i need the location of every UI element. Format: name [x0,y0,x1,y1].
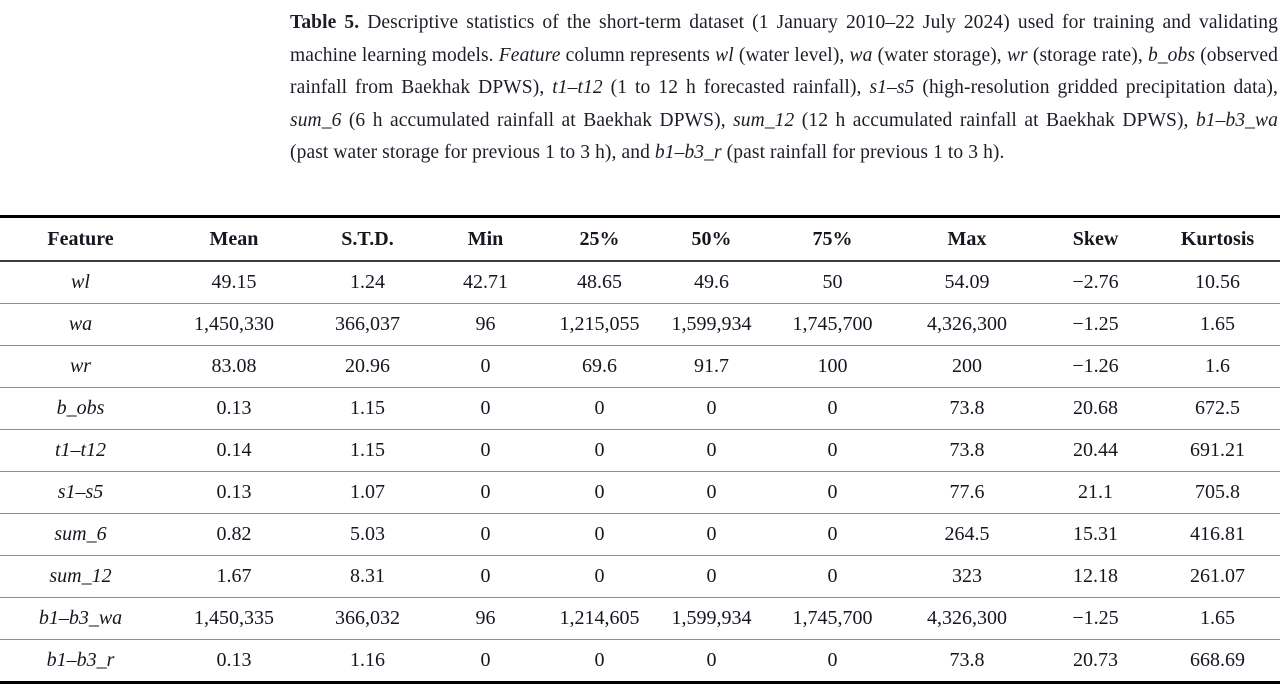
column-header: 75% [767,217,898,262]
value-cell: 691.21 [1155,430,1280,472]
feature-cell: b1–b3_wa [0,598,161,640]
value-cell: 15.31 [1036,514,1155,556]
value-cell: −1.25 [1036,598,1155,640]
value-cell: 0 [428,430,543,472]
value-cell: 0.13 [161,388,307,430]
value-cell: 1.24 [307,261,428,304]
feature-cell: s1–s5 [0,472,161,514]
table-row [0,556,1280,598]
value-cell: 672.5 [1155,388,1280,430]
caption-segment: (1 to 12 h forecasted rainfall), [602,77,870,99]
header-row [0,217,1280,262]
value-cell: 1.16 [350,649,385,671]
value-cell: 668.69 [1190,649,1245,671]
table-row [0,640,1280,683]
value-cell: 1,215,055 [543,304,656,346]
table-row [0,304,1280,346]
value-cell: 0 [827,649,838,671]
table-row [0,472,1280,514]
caption-segment: b_obs [1147,44,1196,66]
column-header: Mean [161,217,307,262]
value-cell: 96 [428,304,543,346]
column-header: Skew [1036,217,1155,262]
value-cell: 0.82 [161,514,307,556]
value-cell: 0 [543,472,656,514]
caption-segment: (water level), [733,44,850,66]
value-cell: 0 [706,649,717,671]
value-cell: 100 [767,346,898,388]
descriptive-statistics-table [0,215,1280,684]
value-cell: 0 [543,514,656,556]
value-cell: 20.73 [1073,649,1118,671]
caption-segment: Descriptive statistics of the short-term dataset (1 January 2010–22 July 2024) used for training and validating machine learning models. [290,12,1278,66]
caption-segment: s1–s5 [869,77,915,99]
value-cell: 1.15 [307,430,428,472]
feature-cell: sum_12 [0,556,161,598]
value-cell: 200 [898,346,1036,388]
value-cell: 416.81 [1155,514,1280,556]
value-cell: 0 [656,556,767,598]
value-cell: 0 [543,556,656,598]
value-cell: 1.67 [161,556,307,598]
value-cell: 1.15 [307,388,428,430]
value-cell: 73.8 [898,388,1036,430]
caption-segment: sum_12 [733,109,795,131]
value-cell: 264.5 [898,514,1036,556]
caption-segment: (12 h accumulated rainfall at Baekhak DPWS), [794,109,1196,131]
feature-cell: wl [0,261,161,304]
value-cell: 0.13 [216,649,252,671]
value-cell: 21.1 [1036,472,1155,514]
caption-segment: (high-resolution gridded precipitation data), [914,77,1278,99]
value-cell: 0 [767,556,898,598]
caption-segment: wl [715,44,734,66]
value-cell: 1.6 [1155,346,1280,388]
value-cell: 0.13 [161,472,307,514]
value-cell: 20.68 [1036,388,1155,430]
column-header: 25% [543,217,656,262]
value-cell: 1,599,934 [656,598,767,640]
value-cell: 1.07 [307,472,428,514]
caption-segment: wa [849,44,873,66]
caption-segment: b1–b3_wa [1195,109,1278,131]
column-header: Max [898,217,1036,262]
table-header [0,217,1280,262]
caption-segment: Table 5. [290,12,368,33]
value-cell: 1.65 [1155,598,1280,640]
value-cell: 54.09 [898,261,1036,304]
value-cell: 73.8 [898,430,1036,472]
value-cell: 1.65 [1155,304,1280,346]
table-row [0,514,1280,556]
caption-segment: wr [1006,44,1028,66]
caption-segment: (storage rate), [1027,44,1148,66]
feature-cell: b_obs [0,388,161,430]
column-header: Feature [0,217,161,262]
value-cell: 96 [428,598,543,640]
table-caption [290,7,1278,170]
value-cell: 49.6 [656,261,767,304]
table-row [0,261,1280,304]
column-header: 50% [656,217,767,262]
caption-segment: (observed rainfall from Baekhak DPWS), [290,44,1278,99]
value-cell: 0 [767,430,898,472]
value-cell: 73.8 [949,649,985,671]
value-cell: 0 [480,649,491,671]
value-cell: 366,037 [307,304,428,346]
value-cell: 1,599,934 [656,304,767,346]
column-header: Kurtosis [1155,217,1280,262]
feature-cell: wr [0,346,161,388]
feature-cell: t1–t12 [0,430,161,472]
table-row [0,430,1280,472]
caption-segment: (water storage), [872,44,1007,66]
value-cell: 0 [656,472,767,514]
caption-segment: column represents [560,44,716,66]
value-cell: 12.18 [1036,556,1155,598]
value-cell: 1,450,335 [161,598,307,640]
value-cell: 0 [656,388,767,430]
value-cell: 48.65 [543,261,656,304]
caption-segment: t1–t12 [552,77,603,99]
value-cell: 1,450,330 [161,304,307,346]
value-cell: 1,745,700 [767,598,898,640]
value-cell: −1.26 [1036,346,1155,388]
value-cell: 0 [428,388,543,430]
value-cell: 0 [428,472,543,514]
value-cell: 705.8 [1155,472,1280,514]
value-cell: 0 [594,649,605,671]
caption-segment: b1–b3_r [654,142,722,164]
caption-segment: (past rainfall for previous 1 to 3 h). [721,142,1005,164]
table-row [0,388,1280,430]
caption-segment: (past water storage for previous 1 to 3 h), and [290,142,655,164]
feature-cell: b1–b3_r [46,649,115,671]
value-cell: 0 [428,556,543,598]
value-cell: 0 [767,388,898,430]
value-cell: 4,326,300 [898,304,1036,346]
value-cell: 50 [767,261,898,304]
value-cell: 0 [656,514,767,556]
value-cell: 20.96 [307,346,428,388]
value-cell: 0 [767,472,898,514]
column-header: S.T.D. [307,217,428,262]
value-cell: 0 [428,514,543,556]
value-cell: 10.56 [1155,261,1280,304]
value-cell: 5.03 [307,514,428,556]
table-row [0,346,1280,388]
value-cell: 0 [656,430,767,472]
value-cell: 0 [428,346,543,388]
value-cell: 0 [543,388,656,430]
value-cell: 4,326,300 [898,598,1036,640]
value-cell: 1,214,605 [543,598,656,640]
value-cell: 49.15 [161,261,307,304]
column-header: Min [428,217,543,262]
value-cell: 261.07 [1155,556,1280,598]
value-cell: 8.31 [307,556,428,598]
value-cell: 83.08 [161,346,307,388]
value-cell: 323 [898,556,1036,598]
caption-segment: sum_6 [290,109,342,131]
value-cell: −2.76 [1036,261,1155,304]
table-row [0,598,1280,640]
value-cell: 366,032 [307,598,428,640]
feature-cell: wa [0,304,161,346]
value-cell: 77.6 [898,472,1036,514]
value-cell: 0 [543,430,656,472]
table-body [0,261,1280,683]
value-cell: 0 [767,514,898,556]
value-cell: 20.44 [1036,430,1155,472]
value-cell: 1,745,700 [767,304,898,346]
feature-cell: sum_6 [0,514,161,556]
value-cell: 42.71 [428,261,543,304]
caption-segment: (6 h accumulated rainfall at Baekhak DPWS), [341,109,734,131]
caption-segment: Feature [498,44,561,66]
value-cell: 0.14 [161,430,307,472]
value-cell: 91.7 [656,346,767,388]
value-cell: −1.25 [1036,304,1155,346]
value-cell: 69.6 [543,346,656,388]
